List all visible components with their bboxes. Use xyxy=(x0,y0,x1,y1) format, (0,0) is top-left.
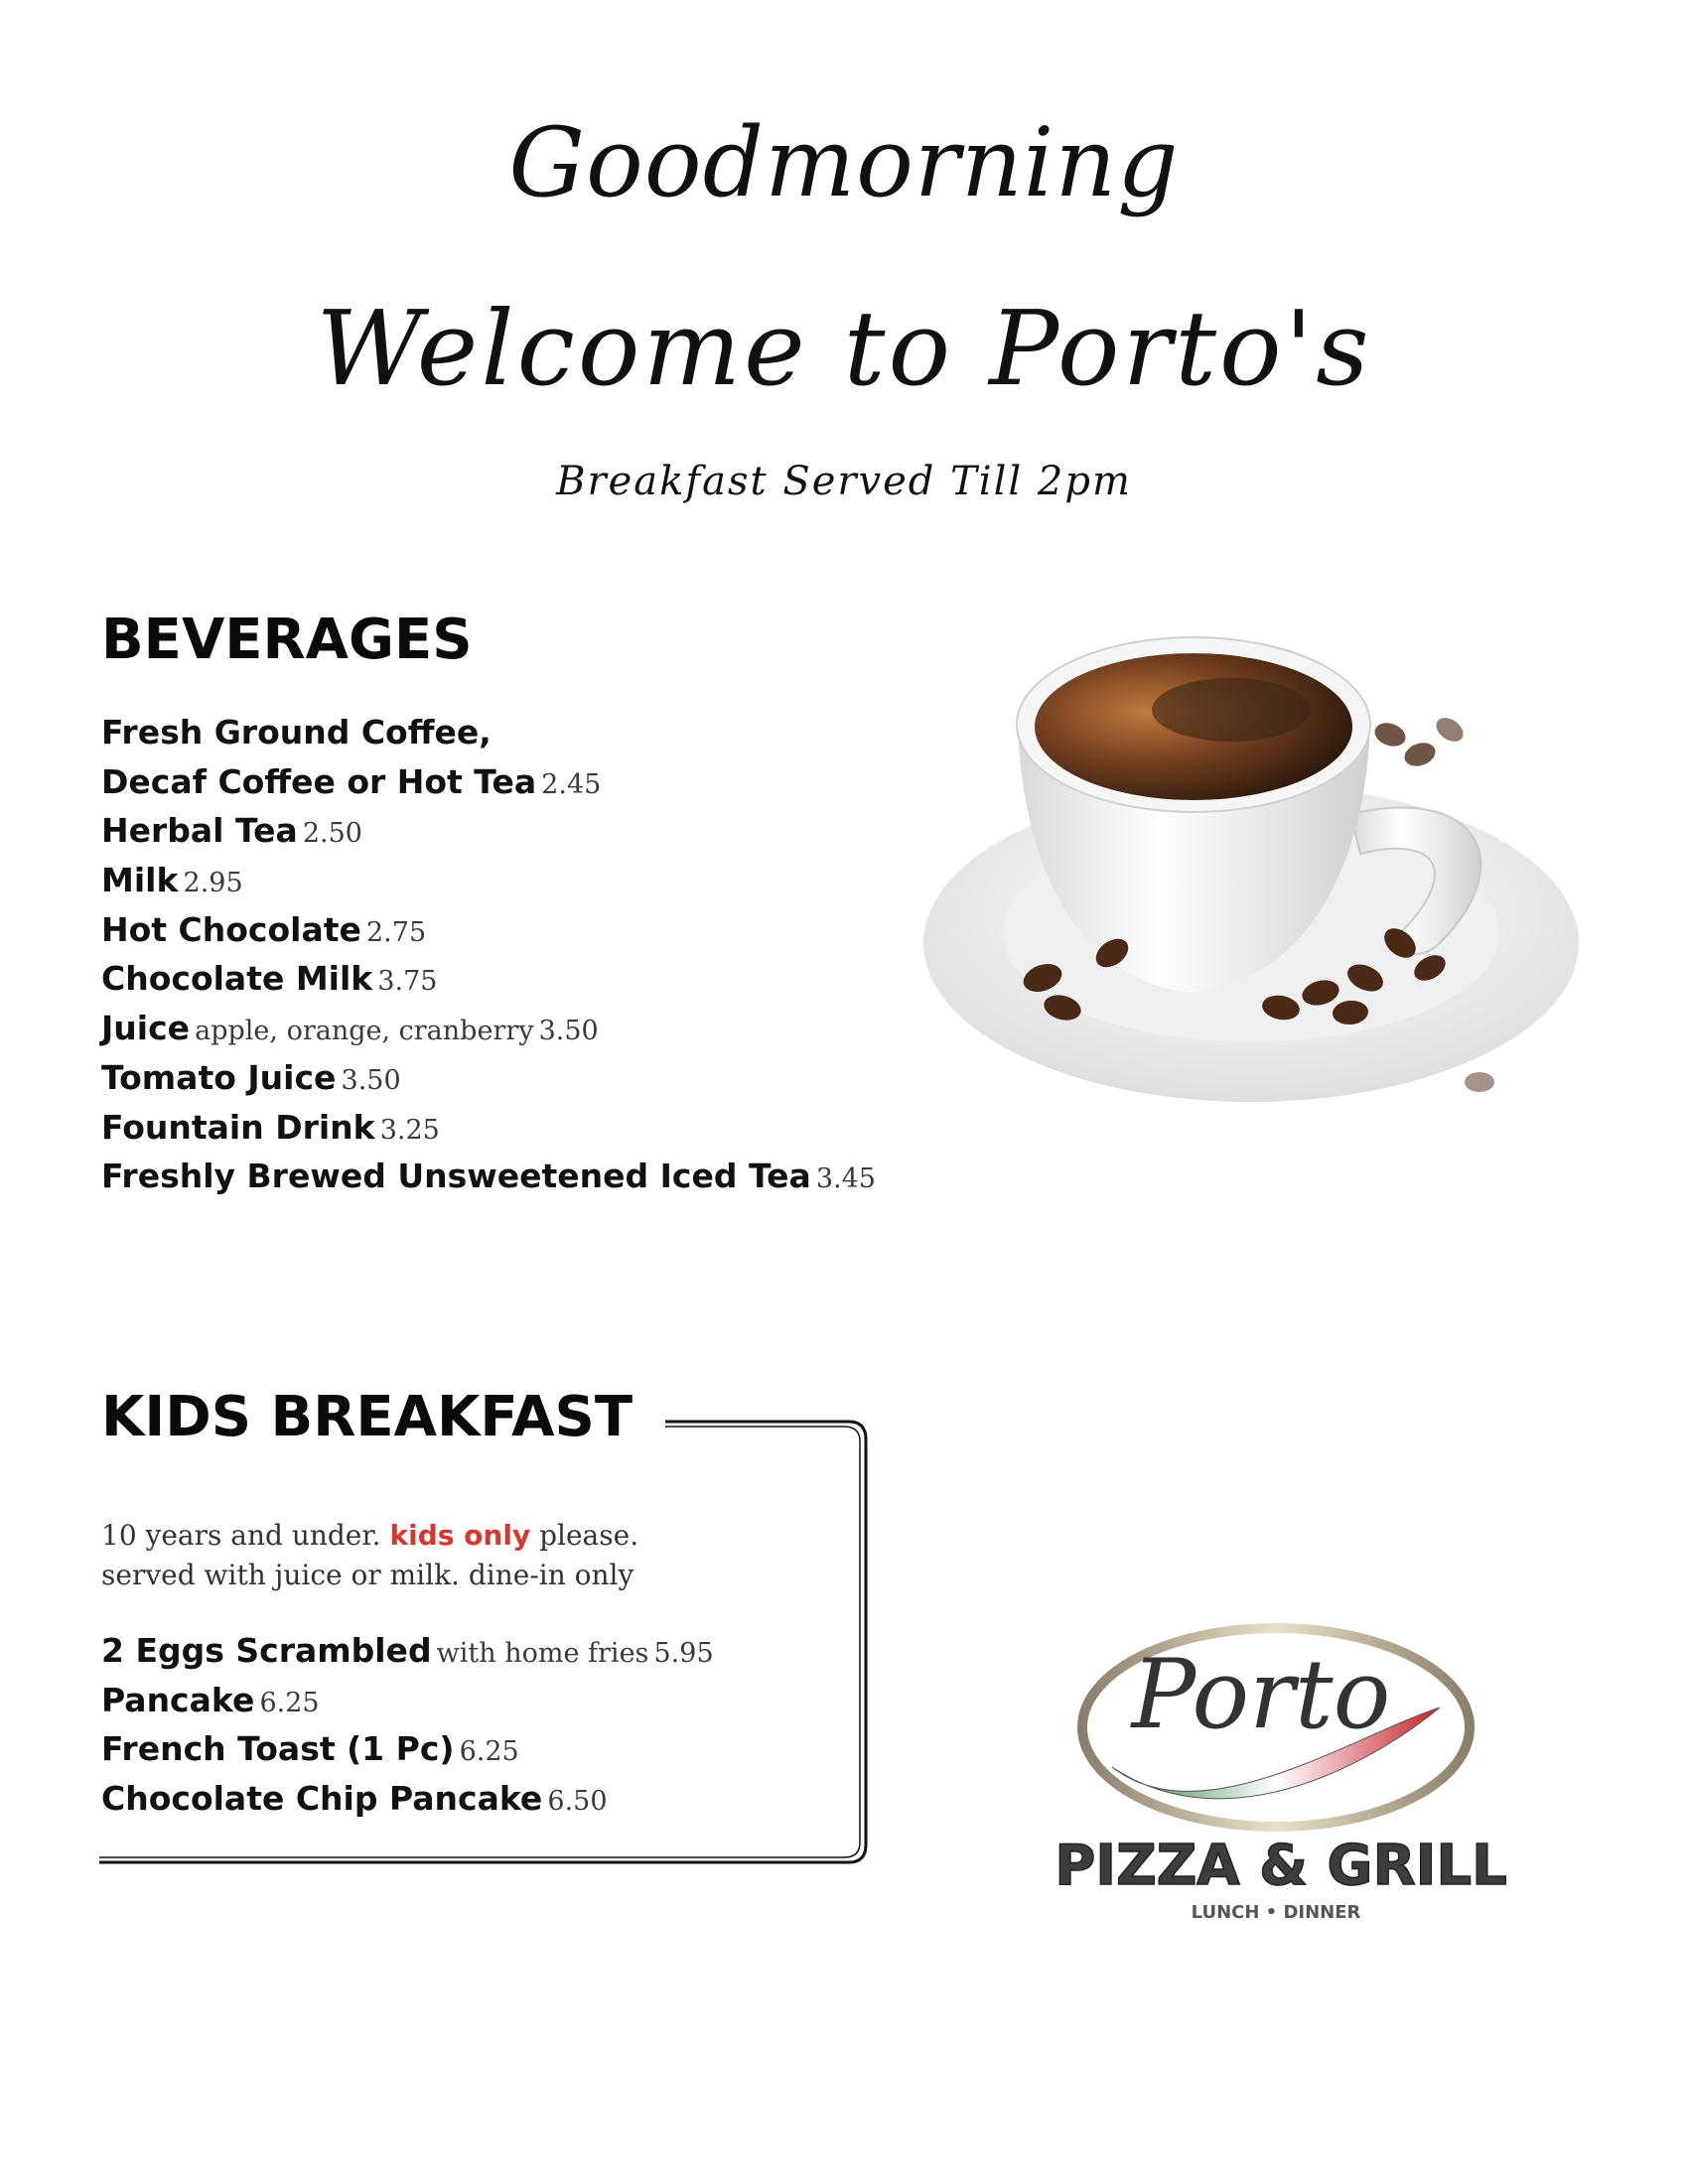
logo-wordmark: Porto xyxy=(1131,1639,1391,1750)
menu-item-name: Herbal Tea xyxy=(101,811,298,851)
beverages-list xyxy=(101,708,876,1201)
menu-item xyxy=(101,1626,714,1676)
menu-item xyxy=(101,1676,714,1725)
menu-item-price: 2.95 xyxy=(183,868,243,899)
menu-item xyxy=(101,856,876,905)
menu-item xyxy=(101,1774,714,1824)
kids-note-text: 10 years and under. xyxy=(101,1519,381,1552)
menu-item-price: 6.25 xyxy=(459,1736,519,1768)
menu-item-name: French Toast (1 Pc) xyxy=(101,1729,455,1769)
menu-item-name: Chocolate Chip Pancake xyxy=(101,1779,543,1819)
menu-item-price: 5.95 xyxy=(653,1638,714,1669)
menu-item xyxy=(101,1103,876,1153)
menu-item xyxy=(101,954,876,1004)
menu-item-name: Milk xyxy=(101,861,179,900)
header-subtitle: Breakfast Served Till 2pm xyxy=(556,459,1132,504)
coffee-cup-image xyxy=(923,615,1618,1171)
menu-item xyxy=(101,1152,876,1201)
menu-item-price: 6.25 xyxy=(259,1687,320,1718)
kids-note-text-after: please. xyxy=(539,1519,639,1552)
menu-item-price: 3.25 xyxy=(379,1114,440,1146)
kids-note-line-1 xyxy=(101,1519,638,1552)
menu-item-description: apple, orange, cranberry xyxy=(195,1016,534,1047)
header-line-1: Goodmorning xyxy=(508,107,1180,218)
menu-item-price: 3.75 xyxy=(377,966,438,998)
menu-item xyxy=(101,708,876,757)
menu-item-price: 2.50 xyxy=(302,818,362,850)
kids-only-highlight: kids only xyxy=(389,1519,531,1552)
kids-list xyxy=(101,1626,714,1824)
logo-subline: LUNCH • DINNER xyxy=(1191,1902,1361,1923)
menu-item-name: Decaf Coffee or Hot Tea xyxy=(101,761,537,801)
menu-item xyxy=(101,1004,876,1053)
menu-item-name: Fountain Drink xyxy=(101,1107,375,1147)
menu-item xyxy=(101,1053,876,1103)
menu-item xyxy=(101,806,876,856)
beverages-title: BEVERAGES xyxy=(101,608,473,672)
menu-item-name: 2 Eggs Scrambled xyxy=(101,1631,432,1670)
menu-item-name: Juice xyxy=(101,1009,191,1048)
menu-item-name: Freshly Brewed Unsweetened Iced Tea xyxy=(101,1157,811,1196)
porto-logo xyxy=(1053,1598,1509,1956)
kids-note-line-2: served with juice or milk. dine-in only xyxy=(101,1559,634,1591)
menu-item-name: Chocolate Milk xyxy=(101,959,373,999)
kids-breakfast-title: KIDS BREAKFAST xyxy=(101,1385,633,1449)
menu-item-price: 3.50 xyxy=(341,1064,401,1096)
menu-item-price: 6.50 xyxy=(547,1786,608,1818)
menu-item-name: Hot Chocolate xyxy=(101,909,361,949)
menu-item xyxy=(101,1724,714,1774)
menu-item-name: Tomato Juice xyxy=(101,1057,337,1097)
menu-item xyxy=(101,905,876,955)
menu-item-name: Fresh Ground Coffee, xyxy=(101,713,492,751)
menu-item-name: Pancake xyxy=(101,1680,255,1719)
header-line-2: Welcome to Porto's xyxy=(316,288,1372,409)
menu-item-price: 2.45 xyxy=(541,768,602,800)
menu-item-price: 2.75 xyxy=(366,916,427,948)
menu-item-description: with home fries xyxy=(436,1638,649,1669)
menu-item-price: 3.50 xyxy=(538,1016,599,1047)
logo-tagline: PIZZA & GRILL xyxy=(1055,1834,1507,1898)
menu-item xyxy=(101,757,876,807)
menu-item-price: 3.45 xyxy=(815,1163,876,1195)
